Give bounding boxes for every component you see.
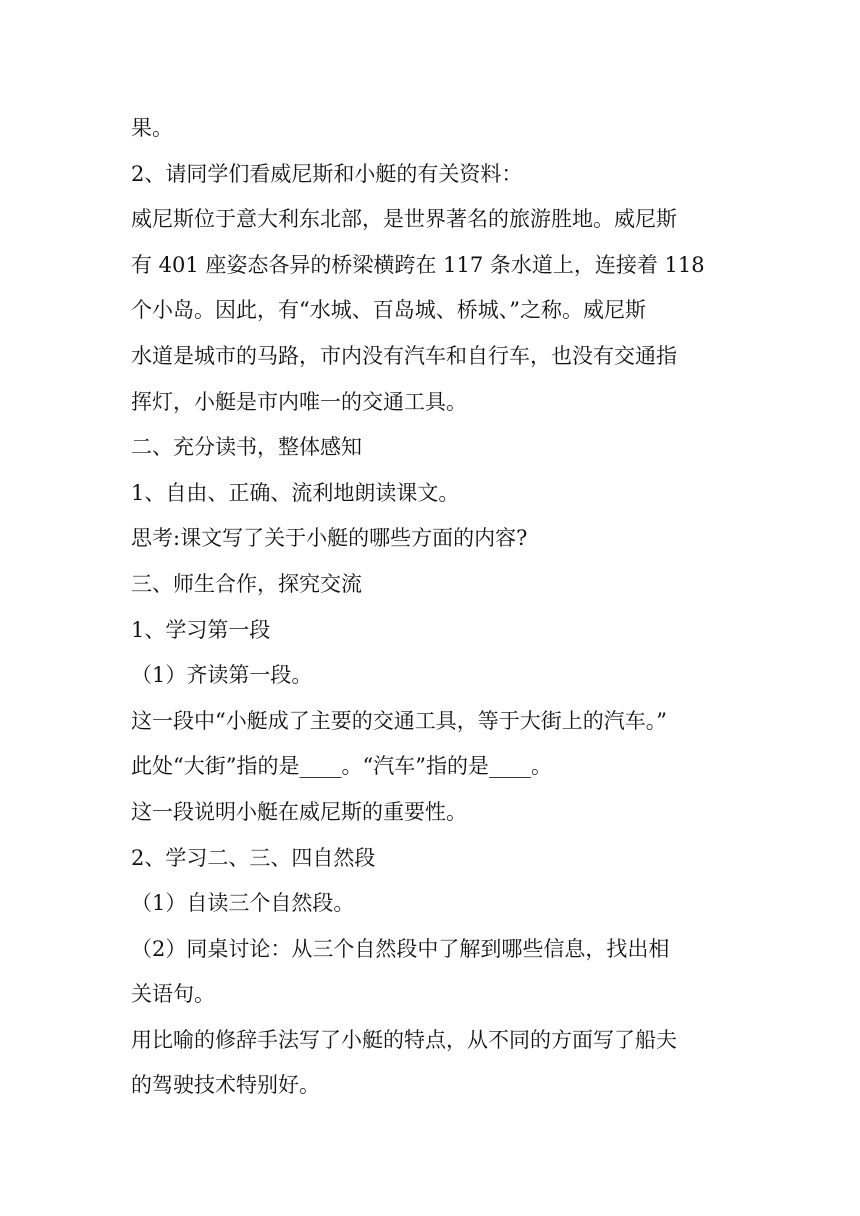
- text-line: 这一段说明小艇在威尼斯的重要性。: [131, 799, 467, 824]
- subsection-heading: 1、学习第一段: [131, 617, 271, 642]
- text-line: 挥灯，小艇是市内唯一的交通工具。: [131, 389, 467, 414]
- text-line: 2、请同学们看威尼斯和小艇的有关资料：: [131, 161, 523, 186]
- text-line: 1、自由、正确、流利地朗读课文。: [131, 480, 460, 505]
- text-line: 的驾驶技术特别好。: [131, 1073, 320, 1098]
- section-heading: 二、充分读书，整体感知: [131, 435, 362, 460]
- text-line: 个小岛。因此，有“水城、百岛城、桥城、”之称。威尼斯: [131, 298, 646, 323]
- fill-in-blank-line: 此处“大街”指的是____。“汽车”指的是____。: [131, 754, 552, 779]
- text-line: 用比喻的修辞手法写了小艇的特点，从不同的方面写了船夫: [131, 1027, 677, 1052]
- subsection-heading: 2、学习二、三、四自然段: [131, 845, 376, 870]
- text-line: （1）齐读第一段。: [131, 663, 313, 688]
- text-line: 有 401 座姿态各异的桥梁横跨在 117 条水道上，连接着 118: [131, 252, 705, 277]
- text-line: 水道是城市的马路，市内没有汽车和自行车，也没有交通指: [131, 343, 677, 368]
- text-line: 果。: [131, 116, 173, 140]
- text-line: （2）同桌讨论：从三个自然段中了解到哪些信息，找出相: [131, 936, 670, 961]
- text-line: （1）自读三个自然段。: [131, 891, 355, 916]
- text-line: 威尼斯位于意大利东北部，是世界著名的旅游胜地。威尼斯: [131, 207, 677, 232]
- text-line: 思考:课文写了关于小艇的哪些方面的内容?: [131, 526, 528, 551]
- text-line: 关语句。: [131, 982, 215, 1007]
- document-body: [131, 106, 741, 1109]
- section-heading: 三、师生合作，探究交流: [131, 571, 362, 596]
- text-line: 这一段中“小艇成了主要的交通工具，等于大街上的汽车。”: [131, 708, 667, 733]
